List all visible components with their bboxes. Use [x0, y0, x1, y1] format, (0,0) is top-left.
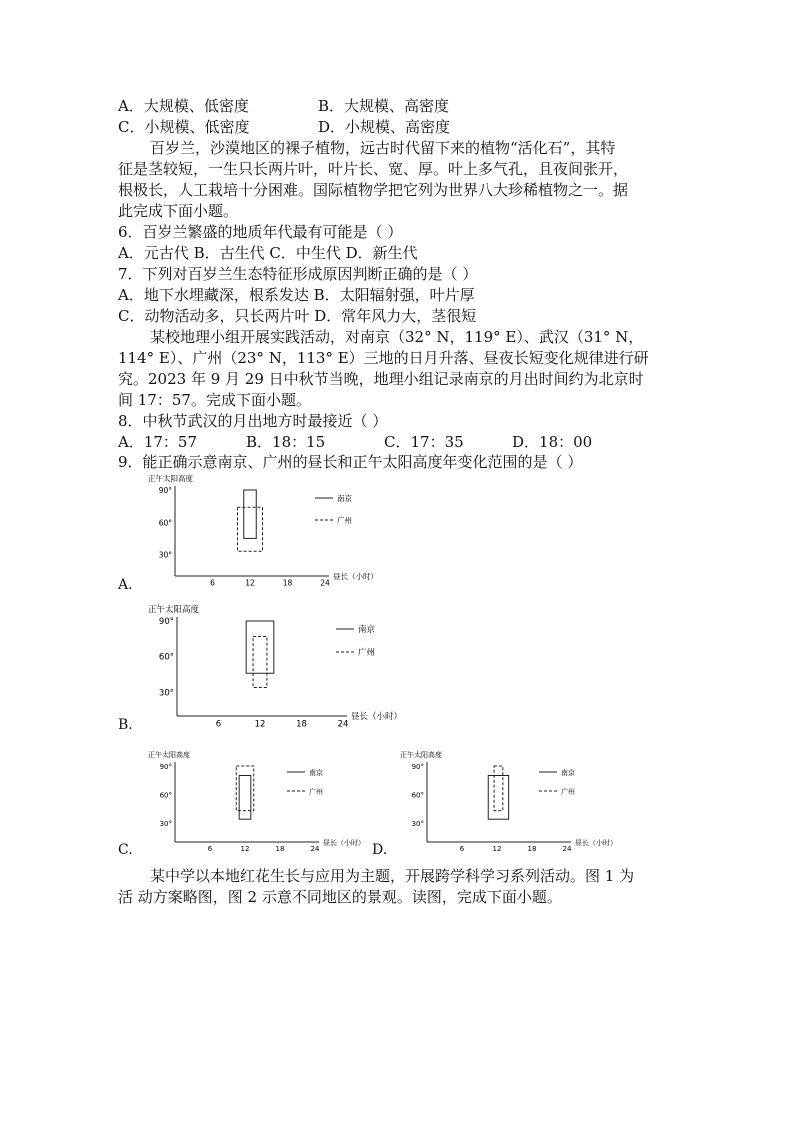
y-tick-label: 90° [159, 763, 172, 771]
series-box-nanjing [246, 621, 274, 673]
passage3-line: 某中学以本地红花生长与应用为主题，开展跨学科学习系列活动。图 1 为 [150, 867, 635, 885]
y-tick-label: 90° [411, 763, 424, 771]
q5-option-a: A．大规模、低密度 [118, 97, 249, 115]
series-box-guangzhou [238, 507, 263, 551]
x-axis-title: 昼长（小时） [323, 839, 365, 847]
q8-stem: 8．中秋节武汉的月出地方时最接近（ ） [118, 412, 388, 430]
y-tick-label: 30° [158, 688, 174, 699]
x-tick-label: 6 [210, 578, 215, 588]
x-tick-label: 18 [527, 845, 537, 853]
legend-label: 广州 [561, 788, 575, 796]
q7-options-line1: A．地下水埋藏深，根系发达 B．太阳辐射强，叶片厚 [118, 286, 475, 304]
x-tick-label: 6 [207, 845, 213, 853]
q8-option-b: B．18：15 [246, 433, 326, 451]
chart-label-c: C. [118, 842, 133, 858]
legend-label: 南京 [309, 769, 323, 777]
x-axis-title: 昼长（小时） [575, 839, 617, 847]
x-tick-label: 12 [492, 845, 502, 853]
x-tick-label: 6 [215, 719, 222, 727]
chart-label-a: A. [118, 577, 133, 593]
series-box-nanjing [488, 776, 508, 820]
y-tick-label: 60° [159, 791, 172, 800]
chart-option-d [392, 746, 632, 854]
series-box-nanjing [244, 490, 257, 538]
chart-label-d: D. [372, 842, 388, 858]
q6-options: A．元古代 B．古生代 C．中生代 D．新生代 [118, 244, 418, 262]
legend-label: 广州 [309, 788, 323, 796]
series-box-nanjing [239, 776, 251, 820]
x-tick-label: 12 [254, 719, 266, 727]
x-tick-label: 24 [310, 845, 320, 853]
chart-option-c [140, 746, 380, 854]
y-tick-label: 30° [411, 820, 424, 828]
passage1-line: 征是茎较短，一生只长两片叶，叶片长、宽、厚。叶上多气孔，且夜间张开， [118, 160, 629, 178]
q8-option-a: A．17：57 [118, 433, 198, 451]
y-tick-label: 60° [158, 652, 174, 663]
passage3-line: 活 动方案略图，图 2 示意不同地区的景观。读图，完成下面小题。 [118, 888, 562, 906]
q8-option-c: C．17：35 [384, 433, 464, 451]
q5-option-b: B．大规模、高密度 [318, 97, 450, 115]
y-tick-label: 30° [158, 550, 172, 560]
legend-label: 南京 [561, 769, 575, 777]
y-tick-label: 90° [158, 617, 174, 627]
x-tick-label: 24 [320, 578, 330, 588]
q5-option-d: D．小规模、高密度 [318, 118, 451, 136]
y-axis-title: 正午太阳高度 [148, 751, 190, 759]
chart-option-a [140, 470, 420, 588]
x-tick-label: 18 [296, 719, 307, 727]
x-tick-label: 6 [459, 845, 465, 853]
y-tick-label: 90° [158, 486, 172, 495]
passage2-line: 某校地理小组开展实践活动，对南京（32° N，119° E）、武汉（31° N， [150, 328, 644, 346]
legend-label: 南京 [337, 494, 352, 503]
y-tick-label: 60° [411, 791, 424, 800]
chart-option-b [140, 601, 420, 727]
q6-stem: 6．百岁兰繁盛的地质年代最有可能是（ ） [118, 223, 403, 241]
q8-option-d: D．18：00 [512, 433, 593, 451]
q9-stem: 9．能正确示意南京、广州的昼长和正午太阳高度年变化范围的是（ ） [118, 453, 583, 471]
y-tick-label: 30° [159, 820, 172, 828]
legend-label: 广州 [358, 648, 376, 658]
passage1-line: 根极长，人工栽培十分困难。国际植物学把它列为世界八大珍稀植物之一。据 [118, 181, 629, 199]
x-tick-label: 24 [337, 719, 349, 727]
q7-stem: 7．下列对百岁兰生态特征形成原因判断正确的是（ ） [118, 265, 478, 283]
chart-label-b: B. [118, 717, 133, 733]
x-tick-label: 12 [240, 845, 250, 853]
y-tick-label: 60° [158, 518, 172, 528]
legend-label: 广州 [337, 516, 352, 525]
passage2-line: 究。2023 年 9 月 29 日中秋节当晚，地理小组记录南京的月出时间约为北京时 [118, 370, 644, 388]
passage2-line: 间 17：57。完成下面小题。 [118, 391, 311, 409]
y-axis-title: 正午太阳高度 [148, 605, 200, 615]
series-box-guangzhou [253, 636, 267, 687]
q7-options-line2: C．动物活动多，只长两片叶 D．常年风力大，茎很短 [118, 307, 477, 325]
passage1-line: 此完成下面小题。 [118, 202, 239, 220]
q5-option-c: C．小规模、低密度 [118, 118, 250, 136]
y-axis-title: 正午太阳高度 [400, 751, 442, 759]
x-tick-label: 18 [282, 578, 293, 588]
x-tick-label: 12 [245, 578, 255, 588]
passage2-line: 114° E）、广州（23° N，113° E）三地的日月升落、昼夜长短变化规律进行研 [118, 349, 649, 367]
y-axis-title: 正午太阳高度 [148, 474, 193, 483]
passage1-line: 百岁兰，沙漠地区的裸子植物，远古时代留下来的植物“活化石”，其特 [150, 139, 616, 157]
legend-label: 南京 [358, 625, 376, 635]
x-axis-title: 昼长（小时） [333, 572, 378, 581]
series-box-guangzhou [494, 766, 503, 811]
x-tick-label: 24 [562, 845, 572, 853]
x-axis-title: 昼长（小时） [351, 712, 403, 722]
x-tick-label: 18 [275, 845, 285, 853]
